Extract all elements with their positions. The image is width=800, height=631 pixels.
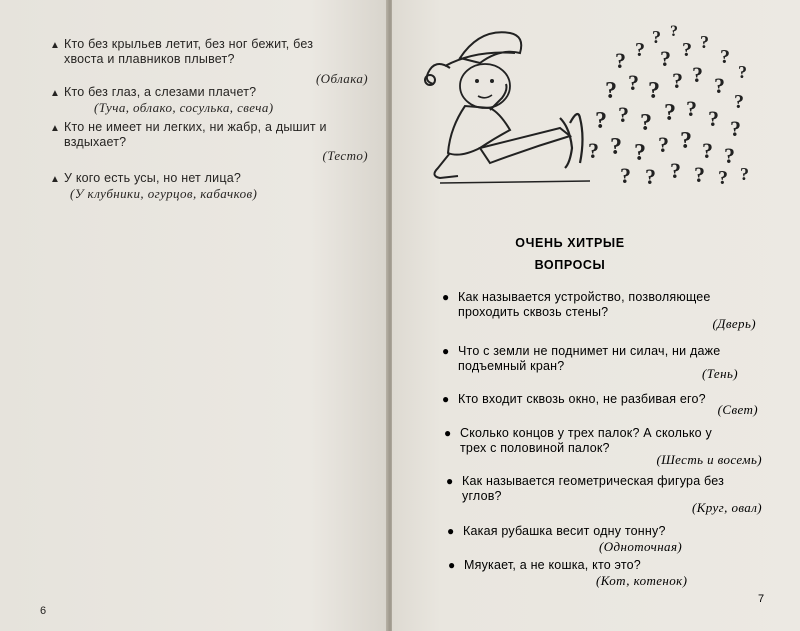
question-line: Как называется устройство, позволяющее	[458, 290, 711, 304]
question-item	[442, 344, 758, 381]
svg-text:?: ?	[694, 162, 705, 187]
question-answer: (Шесть и восемь)	[656, 452, 762, 467]
question-answer: (Дверь)	[712, 316, 756, 331]
riddle-item	[50, 85, 368, 115]
svg-text:?: ?	[672, 68, 683, 93]
question-item	[442, 392, 758, 417]
svg-text:?: ?	[635, 39, 645, 61]
left-page	[0, 0, 388, 631]
riddle-answer: (Туча, облако, сосулька, свеча)	[94, 100, 274, 115]
svg-text:?: ?	[734, 91, 744, 113]
page-number-left: 6	[40, 605, 47, 617]
question-answer: (Свет)	[717, 402, 758, 417]
dot-bullet-icon: ●	[447, 524, 455, 538]
svg-text:?: ?	[700, 32, 709, 52]
question-answer: (Кот, котенок)	[596, 573, 688, 588]
svg-text:?: ?	[618, 102, 629, 127]
svg-text:?: ?	[724, 143, 735, 168]
triangle-bullet-icon: ▲	[50, 88, 61, 99]
svg-text:?: ?	[740, 164, 749, 184]
svg-text:?: ?	[692, 62, 703, 87]
section-heading	[500, 232, 640, 276]
dot-bullet-icon: ●	[448, 558, 456, 572]
svg-text:?: ?	[652, 27, 661, 47]
svg-text:?: ?	[605, 78, 617, 104]
svg-text:?: ?	[615, 48, 626, 73]
svg-text:?: ?	[658, 132, 669, 157]
svg-text:?: ?	[718, 167, 728, 189]
svg-text:?: ?	[640, 110, 652, 136]
riddle-item	[50, 37, 368, 86]
svg-text:?: ?	[628, 70, 639, 95]
svg-text:?: ?	[686, 96, 697, 121]
svg-text:?: ?	[610, 134, 622, 160]
question-line: Как называется геометрическая фигура без	[462, 474, 725, 488]
svg-text:?: ?	[720, 46, 730, 68]
question-line: Мяукает, а не кошка, кто это?	[464, 558, 641, 572]
boy-with-question-marks-illustration	[420, 18, 760, 193]
svg-text:?: ?	[670, 23, 678, 40]
dot-bullet-icon: ●	[442, 290, 450, 304]
triangle-bullet-icon: ▲	[50, 40, 61, 51]
dot-bullet-icon: ●	[446, 474, 454, 488]
svg-text:?: ?	[634, 140, 646, 166]
riddle-question-line: Кто без глаз, а слезами плачет?	[64, 85, 257, 99]
question-answer: (Одноточная)	[599, 539, 683, 554]
svg-text:?: ?	[660, 46, 671, 71]
riddle-answer: (У клубники, огурцов, кабачков)	[70, 186, 258, 201]
question-line: трех с половиной палок?	[460, 441, 610, 455]
riddle-question-line: хвоста и плавников плывет?	[64, 52, 235, 66]
riddle-item	[50, 171, 368, 201]
riddle-question-line: вздыхает?	[64, 135, 127, 149]
dot-bullet-icon: ●	[442, 344, 450, 358]
question-line: углов?	[462, 489, 502, 503]
svg-text:?: ?	[670, 158, 681, 183]
dot-bullet-icon: ●	[442, 392, 450, 406]
question-line: Сколько концов у трех палок? А сколько у	[460, 426, 712, 440]
page-number-right: 7	[758, 593, 765, 605]
riddle-question-line: Кто без крыльев летит, без ног бежит, без	[64, 37, 314, 51]
svg-text:?: ?	[680, 128, 692, 154]
triangle-bullet-icon: ▲	[50, 123, 61, 134]
question-item	[446, 474, 762, 515]
svg-text:?: ?	[714, 73, 725, 98]
svg-text:?: ?	[708, 106, 719, 131]
question-line: подъемный кран?	[458, 359, 565, 373]
dot-bullet-icon: ●	[444, 426, 452, 440]
question-item	[444, 426, 762, 467]
svg-text:?: ?	[682, 39, 692, 61]
svg-text:?: ?	[730, 116, 741, 141]
svg-text:?: ?	[595, 108, 607, 134]
svg-text:?: ?	[648, 78, 660, 104]
question-line: Что с земли не поднимет ни силач, ни даже	[458, 344, 721, 358]
question-item	[447, 524, 763, 554]
svg-text:?: ?	[645, 164, 656, 189]
riddle-question-line: У кого есть усы, но нет лица?	[64, 171, 241, 185]
riddle-item	[50, 120, 368, 163]
riddle-answer: (Тесто)	[322, 148, 368, 163]
question-line: проходить сквозь стены?	[458, 305, 609, 319]
svg-text:?: ?	[702, 138, 713, 163]
question-line: Кто входит сквозь окно, не разбивая его?	[458, 392, 706, 406]
question-answer: (Круг, овал)	[692, 500, 762, 515]
svg-text:?: ?	[588, 138, 599, 163]
svg-text:?: ?	[738, 62, 747, 82]
svg-text:?: ?	[620, 163, 631, 188]
question-line: Какая рубашка весит одну тонну?	[463, 524, 666, 538]
question-answer: (Тень)	[702, 366, 738, 381]
heading-line: ОЧЕНЬ ХИТРЫЕ	[515, 236, 625, 250]
heading-line: ВОПРОСЫ	[534, 258, 606, 272]
riddle-question-line: Кто не имеет ни легких, ни жабр, а дышит и	[64, 120, 327, 134]
triangle-bullet-icon: ▲	[50, 174, 61, 185]
question-item	[448, 558, 764, 588]
riddle-answer: (Облака)	[315, 71, 368, 86]
question-item	[442, 290, 758, 331]
svg-text:?: ?	[664, 100, 676, 126]
